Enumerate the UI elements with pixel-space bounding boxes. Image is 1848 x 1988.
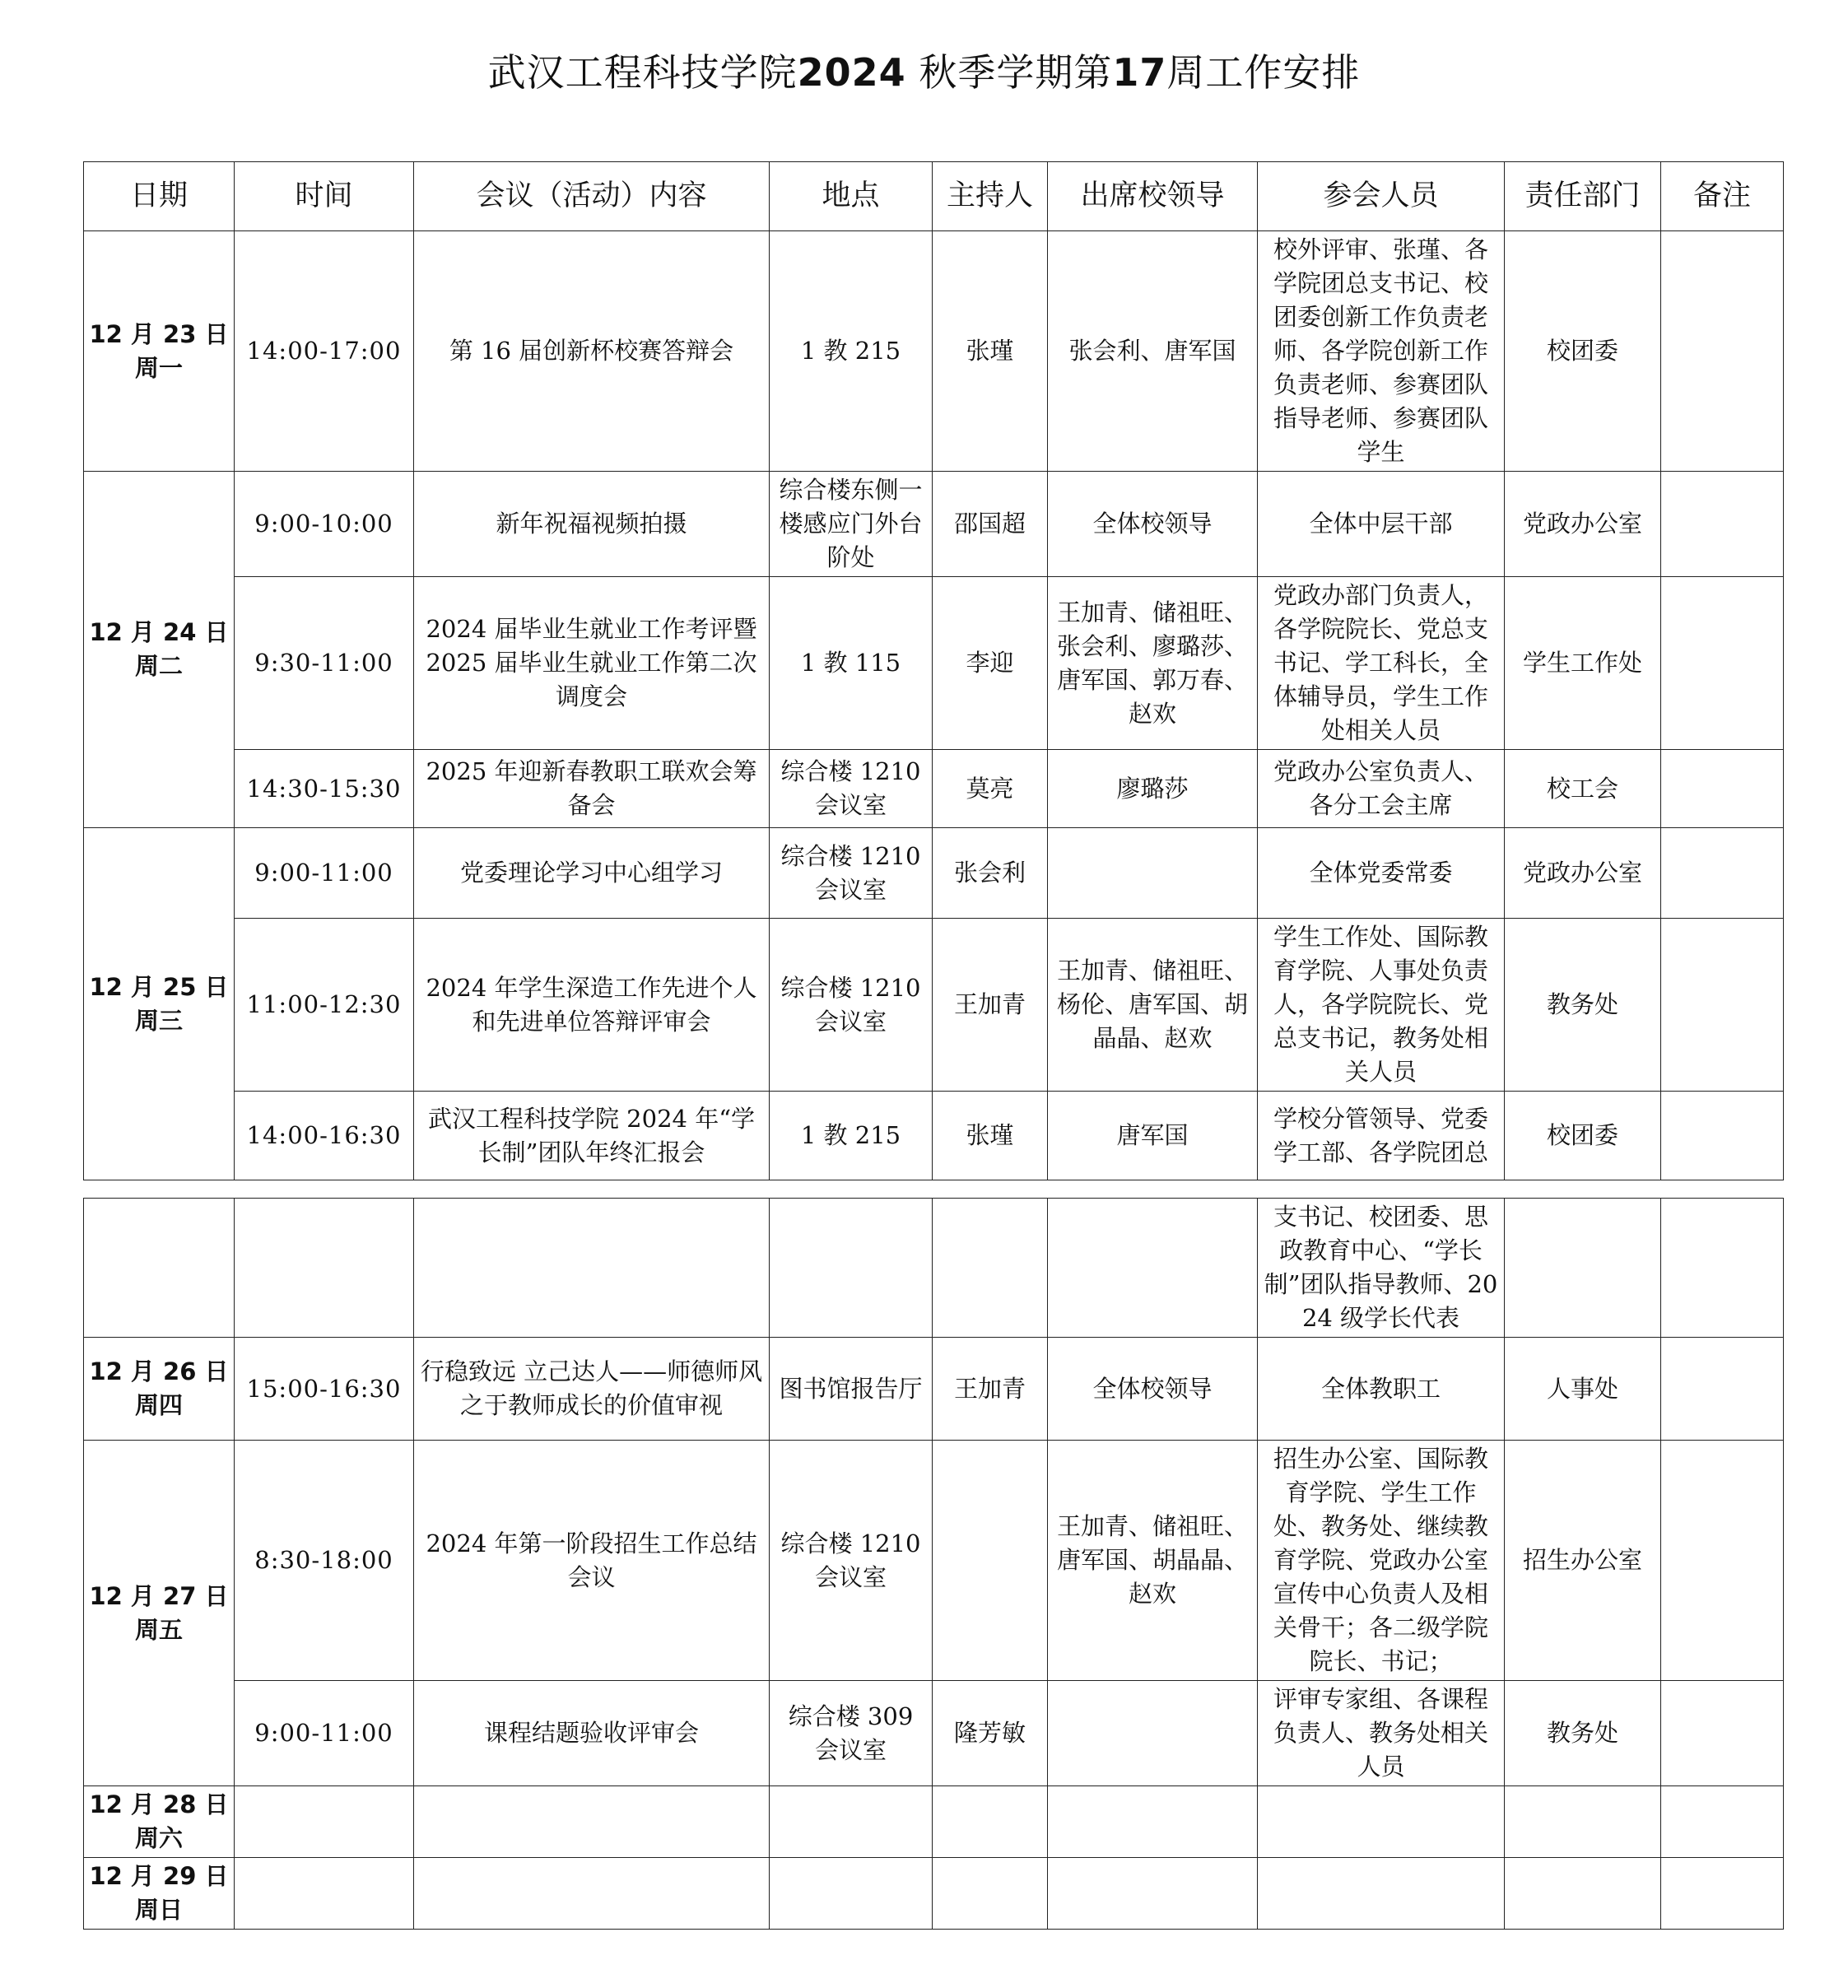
leaders-cell: 全体校领导 [1048,1338,1258,1441]
date-cell [84,1786,235,1858]
header-date: 日期 [84,162,235,231]
note-cell [1661,1858,1784,1930]
dept-cell [1505,1199,1661,1338]
host-cell: 莫亮 [933,750,1048,828]
location-cell [770,1199,933,1338]
dept-cell [1505,1858,1661,1930]
leaders-cell: 王加青、储祖旺、杨伦、唐军国、胡晶晶、赵欢 [1048,919,1258,1092]
title-suffix: 周工作安排 [1166,50,1361,95]
host-cell: 李迎 [933,577,1048,750]
content-cell: 2024 年学生深造工作先进个人和先进单位答辩评审会 [414,919,770,1092]
table-row [84,1441,1784,1681]
note-cell [1661,472,1784,577]
time-cell: 9:00-11:00 [235,1681,414,1786]
host-cell [933,1858,1048,1930]
note-cell [1661,1199,1784,1338]
location-cell: 综合楼 1210 会议室 [770,1441,933,1681]
dept-cell [1505,1786,1661,1858]
content-cell: 2025 年迎新春教职工联欢会筹备会 [414,750,770,828]
attendees-cell: 校外评审、张瑾、各学院团总支书记、校团委创新工作负责老师、各学院创新工作负责老师、参赛团队指导老师、参赛团队学生 [1258,231,1505,472]
time-cell: 14:30-15:30 [235,750,414,828]
time-cell [235,1786,414,1858]
header-dept: 责任部门 [1505,162,1661,231]
table-row [84,828,1784,919]
weekday-label: 周四 [134,1391,183,1419]
location-cell: 1 教 215 [770,231,933,472]
host-cell [933,1441,1048,1681]
content-cell: 2024 年第一阶段招生工作总结会议 [414,1441,770,1681]
location-cell [770,1786,933,1858]
host-cell: 张瑾 [933,1092,1048,1180]
attendees-cell: 党政办公室负责人、各分工会主席 [1258,750,1505,828]
time-cell: 9:00-11:00 [235,828,414,919]
table-row-empty [84,1786,1784,1858]
leaders-cell [1048,1199,1258,1338]
page-title [0,48,1848,97]
table-row [84,750,1784,828]
title-term: 秋季学期第 [919,50,1113,95]
dept-cell: 招生办公室 [1505,1441,1661,1681]
time-cell: 8:30-18:00 [235,1441,414,1681]
note-cell [1661,828,1784,919]
header-leaders: 出席校领导 [1048,162,1258,231]
location-cell [770,1858,933,1930]
table-row [84,1338,1784,1441]
attendees-cell: 全体党委常委 [1258,828,1505,919]
note-cell [1661,1338,1784,1441]
attendees-cell: 全体教职工 [1258,1338,1505,1441]
host-cell: 隆芳敏 [933,1681,1048,1786]
host-cell: 张会利 [933,828,1048,919]
table-row [84,1681,1784,1786]
schedule-table-page-1 [83,161,1784,1180]
weekday-label: 周三 [134,1006,183,1035]
title-school: 武汉工程科技学院 [487,50,798,95]
date-label: 12 月 26 日 [89,1357,229,1385]
leaders-cell [1048,1858,1258,1930]
attendees-cell [1258,1786,1505,1858]
host-cell [933,1786,1048,1858]
location-cell: 1 教 115 [770,577,933,750]
location-cell: 图书馆报告厅 [770,1338,933,1441]
header-content: 会议（活动）内容 [414,162,770,231]
content-cell: 第 16 届创新杯校赛答辩会 [414,231,770,472]
table-row-continued [84,1199,1784,1338]
attendees-cell: 全体中层干部 [1258,472,1505,577]
attendees-cell: 党政办部门负责人，各学院院长、党总支书记、学工科长，全体辅导员，学生工作处相关人员 [1258,577,1505,750]
title-week: 17 [1112,50,1167,95]
leaders-cell [1048,1786,1258,1858]
leaders-cell: 王加青、储祖旺、唐军国、胡晶晶、赵欢 [1048,1441,1258,1681]
date-cell [84,1441,235,1786]
host-cell: 张瑾 [933,231,1048,472]
note-cell [1661,577,1784,750]
location-cell: 综合楼 1210 会议室 [770,919,933,1092]
date-label: 12 月 29 日 [89,1862,229,1890]
note-cell [1661,1441,1784,1681]
dept-cell: 学生工作处 [1505,577,1661,750]
dept-cell: 党政办公室 [1505,828,1661,919]
leaders-cell: 唐军国 [1048,1092,1258,1180]
table-row [84,919,1784,1092]
time-cell: 11:00-12:30 [235,919,414,1092]
time-cell [235,1858,414,1930]
leaders-cell: 全体校领导 [1048,472,1258,577]
host-cell: 王加青 [933,919,1048,1092]
date-cell [84,472,235,828]
dept-cell: 教务处 [1505,919,1661,1092]
location-cell: 综合楼 1210 会议室 [770,750,933,828]
date-label: 12 月 25 日 [89,972,229,1001]
date-cell [84,231,235,472]
location-cell: 1 教 215 [770,1092,933,1180]
time-cell: 9:00-10:00 [235,472,414,577]
note-cell [1661,1681,1784,1786]
host-cell: 王加青 [933,1338,1048,1441]
leaders-cell: 张会利、唐军国 [1048,231,1258,472]
content-cell: 课程结题验收评审会 [414,1681,770,1786]
weekday-label: 周日 [134,1896,183,1924]
attendees-cell [1258,1858,1505,1930]
date-label: 12 月 23 日 [89,319,229,348]
content-cell: 党委理论学习中心组学习 [414,828,770,919]
dept-cell: 校工会 [1505,750,1661,828]
time-cell: 9:30-11:00 [235,577,414,750]
leaders-cell: 王加青、储祖旺、张会利、廖璐莎、唐军国、郭万春、赵欢 [1048,577,1258,750]
leaders-cell [1048,828,1258,919]
table-row [84,231,1784,472]
content-cell [414,1786,770,1858]
header-row [84,162,1784,231]
attendees-cell: 支书记、校团委、思政教育中心、“学长制”团队指导教师、2024 级学长代表 [1258,1199,1505,1338]
table-row [84,1092,1784,1180]
note-cell [1661,1786,1784,1858]
header-location: 地点 [770,162,933,231]
date-label: 12 月 24 日 [89,618,229,646]
weekday-label: 周五 [134,1615,183,1644]
dept-cell: 人事处 [1505,1338,1661,1441]
schedule-table-page-2 [83,1198,1784,1930]
leaders-cell [1048,1681,1258,1786]
date-cell [84,828,235,1180]
location-cell: 综合楼 1210 会议室 [770,828,933,919]
content-cell [414,1199,770,1338]
header-note: 备注 [1661,162,1784,231]
note-cell [1661,231,1784,472]
note-cell [1661,1092,1784,1180]
date-label: 12 月 28 日 [89,1790,229,1818]
date-label: 12 月 27 日 [89,1581,229,1610]
table-row-empty [84,1858,1784,1930]
leaders-cell: 廖璐莎 [1048,750,1258,828]
content-cell: 武汉工程科技学院 2024 年“学长制”团队年终汇报会 [414,1092,770,1180]
weekday-label: 周二 [134,652,183,680]
title-year: 2024 [797,50,906,95]
time-cell: 15:00-16:30 [235,1338,414,1441]
header-host: 主持人 [933,162,1048,231]
host-cell: 邵国超 [933,472,1048,577]
date-cell [84,1338,235,1441]
location-cell: 综合楼 309 会议室 [770,1681,933,1786]
weekday-label: 周六 [134,1824,183,1852]
attendees-cell: 招生办公室、国际教育学院、学生工作处、教务处、继续教育学院、党政办公室宣传中心负责人及相关骨干；各二级学院院长、书记； [1258,1441,1505,1681]
weekday-label: 周一 [134,353,183,382]
dept-cell: 教务处 [1505,1681,1661,1786]
attendees-cell: 学校分管领导、党委学工部、各学院团总 [1258,1092,1505,1180]
header-time: 时间 [235,162,414,231]
time-cell [235,1199,414,1338]
table-row [84,472,1784,577]
dept-cell: 校团委 [1505,231,1661,472]
time-cell: 14:00-16:30 [235,1092,414,1180]
dept-cell: 党政办公室 [1505,472,1661,577]
host-cell [933,1199,1048,1338]
attendees-cell: 评审专家组、各课程负责人、教务处相关人员 [1258,1681,1505,1786]
content-cell: 行稳致远 立己达人——师德师风之于教师成长的价值审视 [414,1338,770,1441]
attendees-cell: 学生工作处、国际教育学院、人事处负责人，各学院院长、党总支书记，教务处相关人员 [1258,919,1505,1092]
date-cell [84,1199,235,1338]
date-cell [84,1858,235,1930]
table-row [84,577,1784,750]
content-cell: 新年祝福视频拍摄 [414,472,770,577]
content-cell [414,1858,770,1930]
header-attendees: 参会人员 [1258,162,1505,231]
time-cell: 14:00-17:00 [235,231,414,472]
location-cell: 综合楼东侧一楼感应门外台阶处 [770,472,933,577]
note-cell [1661,919,1784,1092]
dept-cell: 校团委 [1505,1092,1661,1180]
content-cell: 2024 届毕业生就业工作考评暨 2025 届毕业生就业工作第二次调度会 [414,577,770,750]
note-cell [1661,750,1784,828]
